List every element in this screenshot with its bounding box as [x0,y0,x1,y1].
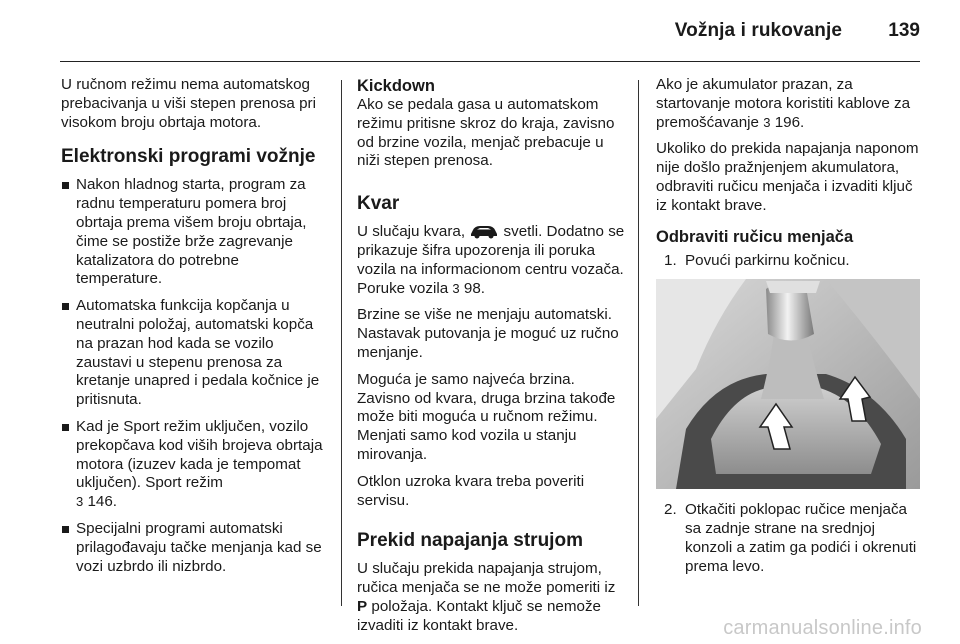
list-item: 2. Otkačiti poklopac ručice menjača sa zadnje strane na srednjoj konzoli a zatim ga podići i okrenuti prema levo. [664,501,917,575]
kvar-paragraph-4: Otklon uzroka kvara treba poveriti servisu. [357,472,585,509]
gear-lever-photo [656,279,920,489]
power-interruption-paragraph: U slučaju prekida napajanja strujom, ručica menjača se ne može pomeriti iz P položaja. Kontakt ključ se nemože izvaditi iz kontakt brave. [357,560,616,634]
list-item: Specijalni programi automatski prilagođavaju tačke menjanja kad se vozi uzbrdo ili nizbrdo. [61,520,327,576]
heading-kickdown: Kickdown [357,77,435,95]
heading-power-interruption: Prekid napajanja strujom [357,530,583,552]
step-number: 2. [664,501,677,519]
steps-list-continued [656,501,922,576]
section-heading-electronic-programs: Elektronski programi vožnje [61,146,316,168]
page-header [0,0,960,62]
gear-lever-illustration [656,279,920,489]
page-number: 139 [888,20,920,41]
unlock-paragraph: Ukoliko do prekida napajanja naponom nije došlo pražnjenjem akumulatora, odbraviti ručicu menjača i izvaditi ključ iz kontakt brave. [656,140,919,214]
step-number: 1. [664,252,677,270]
programs-list [61,176,327,576]
list-item: Kad je Sport režim uključen, vozilo prekopčava kod viših brojeva obrtaja motora (izuzev kada je tempomat uključen). Sport režim 3 146. [61,418,327,512]
page-ref-icon: 3 [763,114,771,130]
kvar-paragraph-1: U slučaju kvara, svetli. Dodatno se prikazuje šifra upozorenja ili poruka vozila na informacionom centru vozača. Poruke vozila 3 98. [357,223,625,297]
column-divider-2 [638,80,639,606]
header-rule [60,61,920,62]
list-item: Nakon hladnog starta, program za radnu temperaturu pomera broj obrtaja prema višem broju obrtaja, čime se postiže brže zagrevanje katalizatora do potrebne temperature. [61,176,327,289]
list-item: 1. Povući parkirnu kočnicu. [664,252,850,270]
list-item: Automatska funkcija kopčanja u neutralni položaj, automatski kopča na prazan hod kada se vozilo zaustavi u stepenu prenosa za kretanje unapred i pedala kočnice je pritisnuta. [61,297,327,410]
page-ref-link[interactable]: 98. [463,279,485,297]
heading-unlock-lever: Odbraviti ručicu menjača [656,227,854,246]
kvar-paragraph-3: Moguća je samo najveća brzina. Zavisno od kvara, druga brzina takođe može biti moguća u ručnom režimu. Menjati samo kod vozila u stanju mirovanja. [357,370,616,463]
kickdown-paragraph: Ako se pedala gasa u automatskom režimu pritisne skroz do kraja, zavisno od brzine vozila, menjač prebacuje u niži stepen prenosa. [357,96,615,170]
column-divider-1 [341,80,342,606]
battery-paragraph: Ako je akumulator prazan, za startovanje motora koristiti kablove za premošćavanje 3 196. [656,76,911,131]
page-ref-icon: 3 [76,494,84,510]
heading-kvar: Kvar [357,193,400,215]
kvar-paragraph-2: Brzine se više ne menjaju automatski. Nastavak putovanja je moguć uz ručno menjanje. [357,306,619,361]
intro-paragraph: U ručnom režimu nema automatskog prebacivanja u viši stepen prenosa pri visokom broju obrtaja motora. [61,76,316,131]
park-position-label: P [357,597,368,615]
column-1 [61,76,327,584]
car-warning-icon [469,223,499,239]
watermark: carmanualsonline.info [723,617,922,639]
column-2 [357,76,625,644]
column-3 [656,76,922,584]
header-title: Vožnja i rukovanje [674,20,842,41]
page-ref-link[interactable]: 146. [87,493,118,511]
page-ref-link[interactable]: 196. [774,113,805,131]
page-ref-icon: 3 [452,280,460,296]
steps-list [656,252,922,271]
